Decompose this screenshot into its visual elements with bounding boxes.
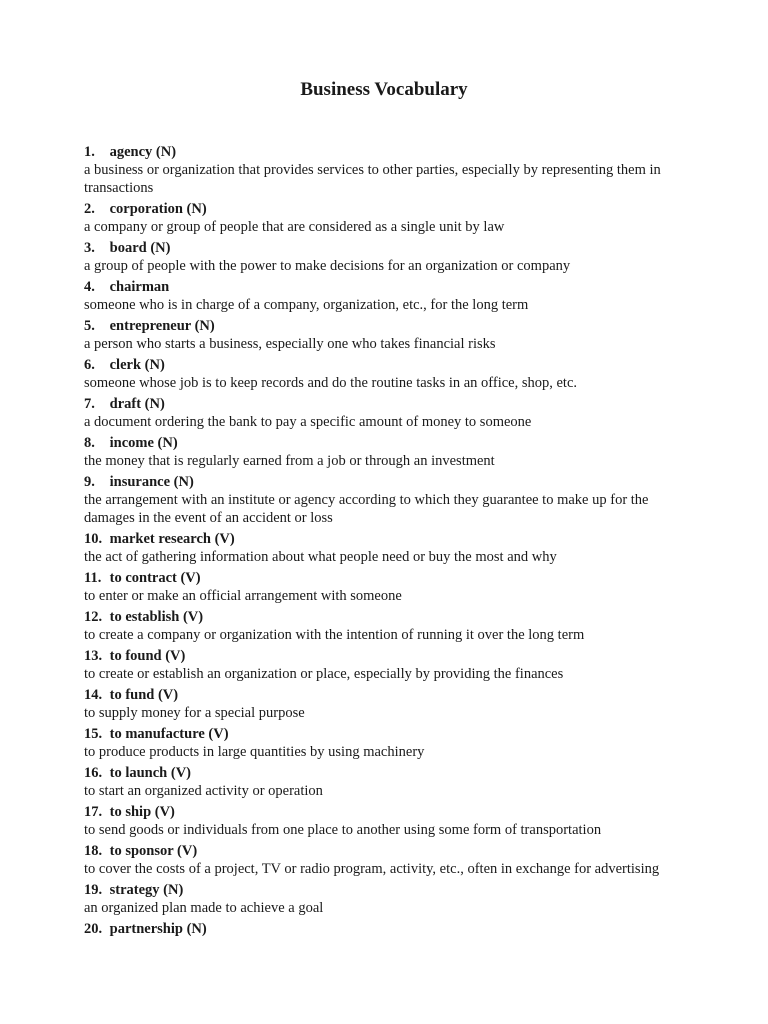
vocab-term: market research (V) bbox=[109, 531, 235, 547]
entry-number: 6. bbox=[84, 357, 95, 373]
vocab-entry bbox=[84, 473, 696, 527]
entry-number: 17. bbox=[84, 804, 103, 820]
vocab-term-line bbox=[84, 473, 696, 491]
vocab-definition: to create a company or organization with the intention of running it over the long term bbox=[84, 627, 585, 643]
vocab-term-line bbox=[84, 239, 696, 257]
entry-number: 13. bbox=[84, 648, 103, 664]
vocab-term: income (N) bbox=[109, 435, 178, 451]
vocab-term: to sponsor (V) bbox=[109, 843, 198, 859]
vocab-definition: a document ordering the bank to pay a specific amount of money to someone bbox=[84, 414, 532, 430]
vocab-entry bbox=[84, 608, 696, 644]
vocab-entry bbox=[84, 725, 696, 761]
entry-number: 12. bbox=[84, 609, 103, 625]
vocab-term: draft (N) bbox=[109, 396, 165, 412]
vocab-term: clerk (N) bbox=[109, 357, 165, 373]
entry-number: 10. bbox=[84, 531, 103, 547]
vocab-term-line bbox=[84, 434, 696, 452]
vocab-entry bbox=[84, 764, 696, 800]
vocab-term-line bbox=[84, 356, 696, 374]
vocab-entry bbox=[84, 647, 696, 683]
vocab-entry bbox=[84, 356, 696, 392]
vocab-definition: to produce products in large quantities by using machinery bbox=[84, 744, 425, 760]
entry-number: 15. bbox=[84, 726, 103, 742]
vocab-definition: the money that is regularly earned from a job or through an investment bbox=[84, 453, 495, 469]
entry-number: 5. bbox=[84, 318, 95, 334]
vocab-entry bbox=[84, 200, 696, 236]
vocab-entry bbox=[84, 842, 696, 878]
vocab-entry bbox=[84, 881, 696, 917]
vocab-definition: a company or group of people that are considered as a single unit by law bbox=[84, 219, 505, 235]
vocab-term: partnership (N) bbox=[109, 921, 207, 937]
entry-number: 19. bbox=[84, 882, 103, 898]
entry-number: 16. bbox=[84, 765, 103, 781]
vocab-term: chairman bbox=[109, 279, 170, 295]
vocab-term-line bbox=[84, 608, 696, 626]
vocab-definition: the act of gathering information about what people need or buy the most and why bbox=[84, 549, 557, 565]
vocab-term-line bbox=[84, 278, 696, 296]
entry-number: 20. bbox=[84, 921, 103, 937]
vocab-definition: to start an organized activity or operation bbox=[84, 783, 323, 799]
vocab-definition: to enter or make an official arrangement with someone bbox=[84, 588, 402, 604]
entry-number: 11. bbox=[84, 570, 102, 586]
vocab-term: to establish (V) bbox=[109, 609, 204, 625]
vocab-entry bbox=[84, 803, 696, 839]
entry-number: 14. bbox=[84, 687, 103, 703]
vocab-entry bbox=[84, 278, 696, 314]
vocab-term: agency (N) bbox=[109, 144, 177, 160]
vocab-definition: an organized plan made to achieve a goal bbox=[84, 900, 324, 916]
vocab-entry bbox=[84, 686, 696, 722]
vocab-term: to contract (V) bbox=[109, 570, 201, 586]
vocab-definition: a business or organization that provides services to other parties, especially by representing them in transactions bbox=[84, 162, 661, 196]
vocab-term-line bbox=[84, 842, 696, 860]
entry-number: 1. bbox=[84, 144, 95, 160]
vocab-term: entrepreneur (N) bbox=[109, 318, 215, 334]
entry-number: 4. bbox=[84, 279, 95, 295]
vocab-term-line bbox=[84, 530, 696, 548]
vocab-term: corporation (N) bbox=[109, 201, 207, 217]
vocab-term-line bbox=[84, 569, 696, 587]
vocab-entry bbox=[84, 143, 696, 197]
vocab-term: to found (V) bbox=[109, 648, 186, 664]
vocab-definition: someone who is in charge of a company, organization, etc., for the long term bbox=[84, 297, 529, 313]
vocab-entry bbox=[84, 395, 696, 431]
vocab-term-line bbox=[84, 647, 696, 665]
vocabulary-list bbox=[84, 143, 696, 941]
vocab-term-line bbox=[84, 395, 696, 413]
vocab-term-line bbox=[84, 143, 696, 161]
vocab-term-line bbox=[84, 803, 696, 821]
vocab-definition: to supply money for a special purpose bbox=[84, 705, 305, 721]
vocab-term-line bbox=[84, 920, 696, 938]
vocab-term-line bbox=[84, 200, 696, 218]
vocab-entry bbox=[84, 434, 696, 470]
vocab-term-line bbox=[84, 725, 696, 743]
entry-number: 7. bbox=[84, 396, 95, 412]
vocab-term-line bbox=[84, 686, 696, 704]
entry-number: 18. bbox=[84, 843, 103, 859]
vocab-entry bbox=[84, 239, 696, 275]
document-title: Business Vocabulary bbox=[300, 79, 468, 100]
vocab-definition: to cover the costs of a project, TV or radio program, activity, etc., often in exchange for advertising bbox=[84, 861, 660, 877]
vocab-definition: the arrangement with an institute or agency according to which they guarantee to make up for the damages in the event of an accident or loss bbox=[84, 492, 649, 526]
vocab-definition: to send goods or individuals from one place to another using some form of transportation bbox=[84, 822, 602, 838]
vocab-term-line bbox=[84, 881, 696, 899]
vocab-entry bbox=[84, 530, 696, 566]
entry-number: 2. bbox=[84, 201, 95, 217]
entry-number: 3. bbox=[84, 240, 95, 256]
vocab-definition: a person who starts a business, especially one who takes financial risks bbox=[84, 336, 496, 352]
vocab-entry bbox=[84, 920, 696, 938]
vocab-term-line bbox=[84, 317, 696, 335]
vocab-term: board (N) bbox=[109, 240, 171, 256]
vocab-term: to ship (V) bbox=[109, 804, 175, 820]
vocab-term: insurance (N) bbox=[109, 474, 194, 490]
vocab-entry bbox=[84, 569, 696, 605]
vocab-definition: a group of people with the power to make decisions for an organization or company bbox=[84, 258, 571, 274]
vocab-term: to launch (V) bbox=[109, 765, 191, 781]
vocab-term: to fund (V) bbox=[109, 687, 179, 703]
vocab-definition: someone whose job is to keep records and do the routine tasks in an office, shop, etc. bbox=[84, 375, 578, 391]
vocab-term: to manufacture (V) bbox=[109, 726, 229, 742]
vocab-entry bbox=[84, 317, 696, 353]
vocab-term: strategy (N) bbox=[109, 882, 184, 898]
entry-number: 8. bbox=[84, 435, 95, 451]
entry-number: 9. bbox=[84, 474, 95, 490]
vocab-definition: to create or establish an organization or place, especially by providing the finances bbox=[84, 666, 564, 682]
vocab-term-line bbox=[84, 764, 696, 782]
